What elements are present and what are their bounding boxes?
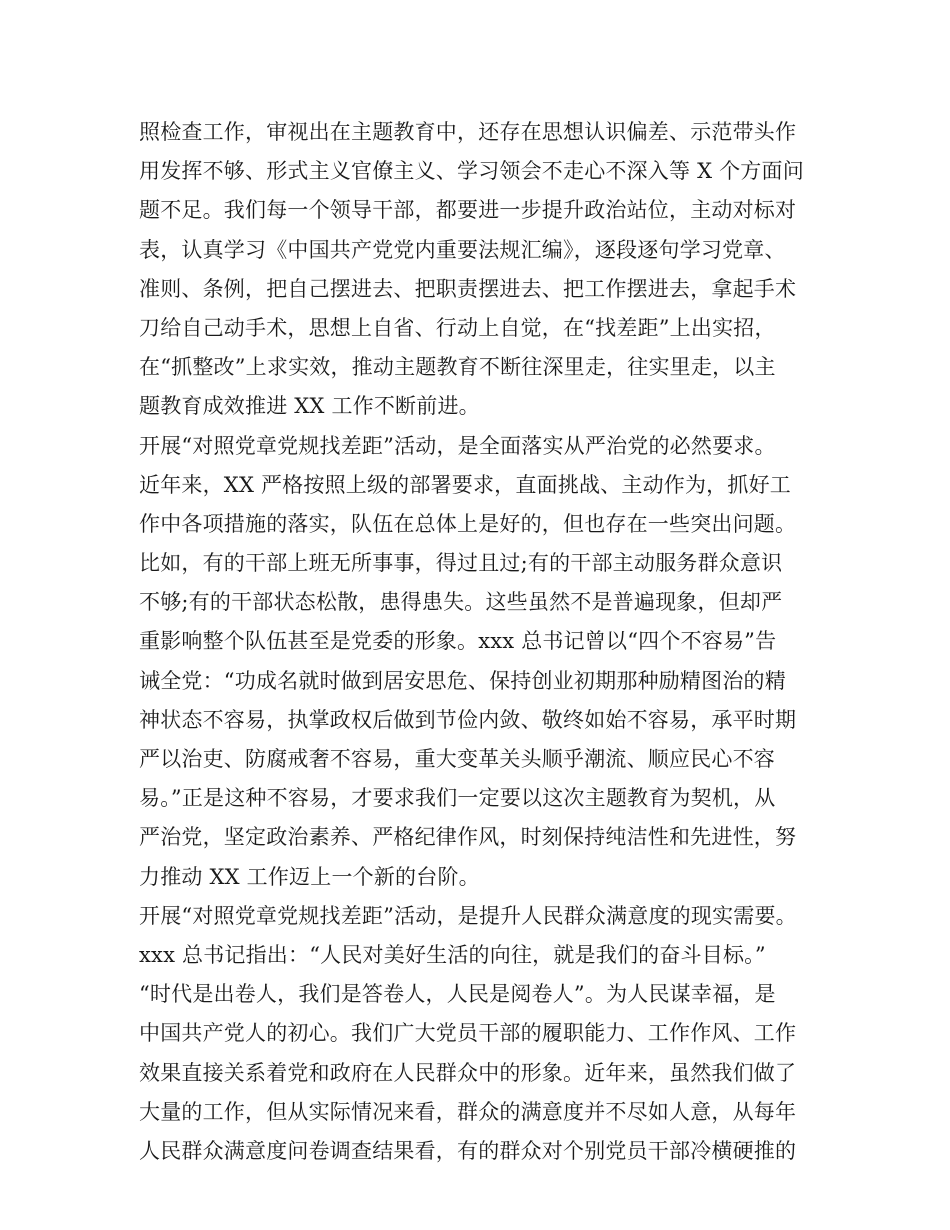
text-line: 题教育成效推进 XX 工作不断前进。: [139, 394, 480, 419]
text-line: 不够;有的干部状态松散，患得患失。这些虽然不是普遍现象，但却严: [139, 590, 783, 615]
text-line: 照检查工作，审视出在主题教育中，还存在思想认识偏差、示范带头作: [139, 120, 797, 144]
text-line: 重影响整个队伍甚至是党委的形象。xxx 总书记曾以“四个不容易”告: [139, 629, 777, 654]
text-line: 诫全党：“功成名就时做到居安思危、保持创业初期那种励精图治的精: [139, 668, 786, 693]
text-line: 中国共产党人的初心。我们广大党员干部的履职能力、工作作风、工作: [139, 1021, 797, 1046]
text-line: 效果直接关系着党和政府在人民群众中的形象。近年来，虽然我们做了: [139, 1060, 797, 1085]
text-line: xxx 总书记指出：“人民对美好生活的向往，就是我们的奋斗目标。”: [139, 942, 766, 967]
text-line: 比如，有的干部上班无所事事，得过且过;有的干部主动服务群众意识: [139, 551, 783, 576]
text-line: 人民群众满意度问卷调查结果看，有的群众对个别党员干部冷横硬推的: [139, 1138, 797, 1163]
body-text: [139, 113, 839, 1171]
text-line: 用发挥不够、形式主义官僚主义、学习领会不走心不深入等 X 个方面问: [139, 159, 804, 184]
text-line: “时代是出卷人，我们是答卷人，人民是阅卷人”。为人民谋幸福，是: [139, 982, 776, 1007]
text-line: 神状态不容易，执掌政权后做到节俭内敛、敬终如始不容易，承平时期: [139, 707, 797, 732]
text-line: 易。”正是这种不容易，才要求我们一定要以这次主题教育为契机，从: [139, 786, 776, 811]
text-line: 作中各项措施的落实，队伍在总体上是好的，但也存在一些突出问题。: [139, 511, 797, 536]
text-line: 题不足。我们每一个领导干部，都要进一步提升政治站位，主动对标对: [139, 198, 797, 223]
text-line: 准则、条例，把自己摆进去、把职责摆进去、把工作摆进去，拿起手术: [139, 276, 797, 301]
text-line: 表，认真学习《中国共产党党内重要法规汇编》，逐段逐句学习党章、: [139, 237, 786, 262]
text-line: 开展“对照党章党规找差距”活动，是全面落实从严治党的必然要求。: [139, 433, 776, 458]
text-line: 刀给自己动手术，思想上自省、行动上自觉，在“找差距”上出实招，: [139, 315, 776, 340]
text-line: 严治党，坚定政治素养、严格纪律作风，时刻保持纯洁性和先进性，努: [139, 825, 797, 850]
text-line: 开展“对照党章党规找差距”活动，是提升人民群众满意度的现实需要。: [139, 903, 797, 928]
text-line: 力推动 XX 工作迈上一个新的台阶。: [139, 864, 480, 889]
text-line: 大量的工作，但从实际情况来看，群众的满意度并不尽如人意，从每年: [139, 1099, 797, 1124]
text-line: 在“抓整改”上求实效，推动主题教育不断往深里走，往实里走，以主: [139, 355, 776, 380]
text-line: 严以治吏、防腐戒奢不容易，重大变革关头顺乎潮流、顺应民心不容: [139, 747, 775, 771]
text-line: 近年来，XX 严格按照上级的部署要求，直面挑战、主动作为，抓好工: [139, 472, 791, 497]
